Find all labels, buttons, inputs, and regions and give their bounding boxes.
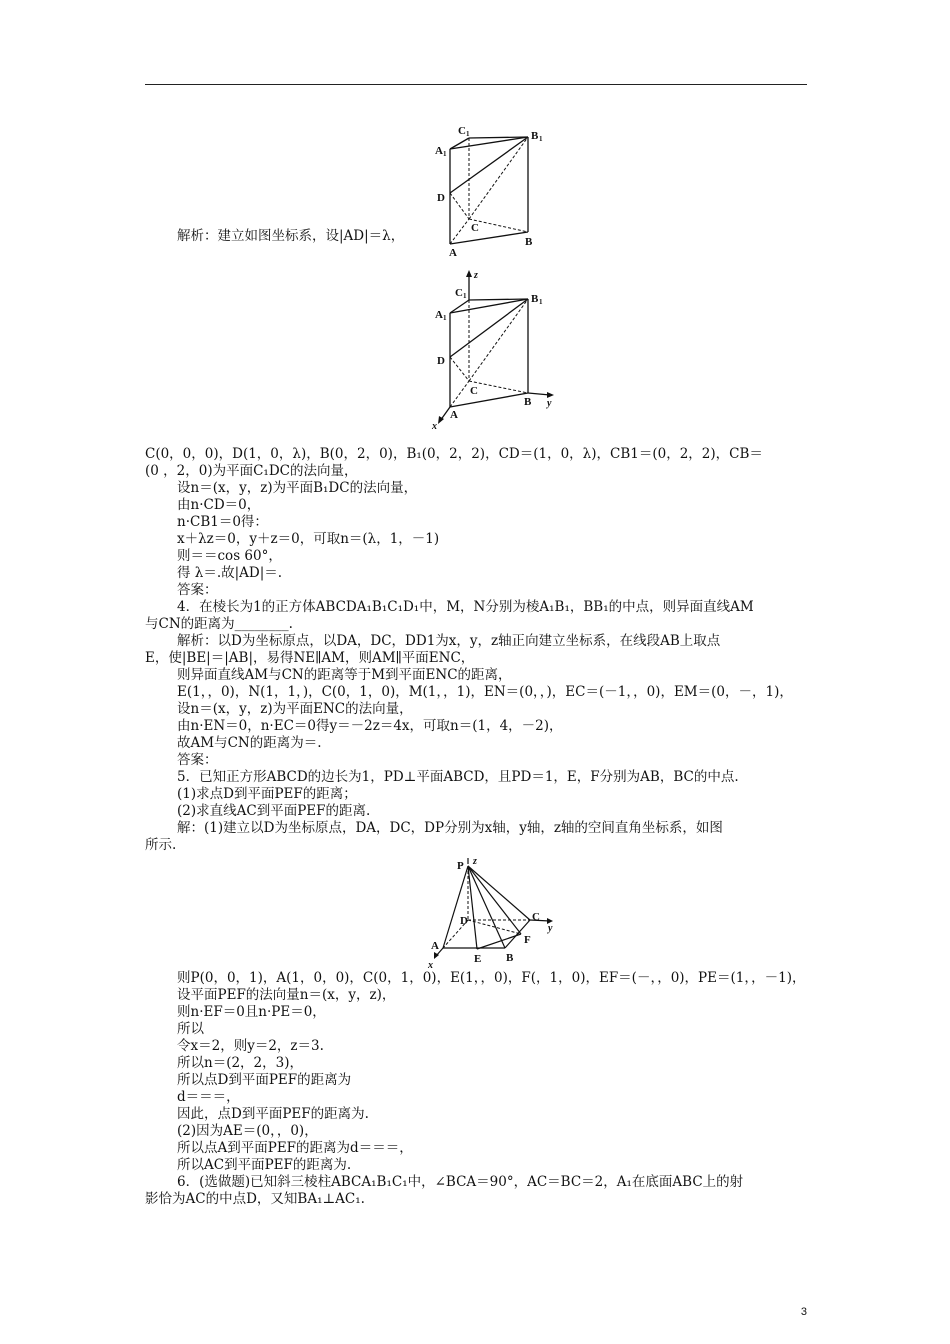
svg-text:1: 1 — [466, 130, 470, 138]
text-line: 解：(1)建立以D为坐标原点，DA，DC，DP分别为x轴，y轴，z轴的空间直角坐标系，如图 — [177, 820, 723, 836]
text-line: 5．已知正方形ABCD的边长为1，PD⊥平面ABCD，且PD＝1，E，F分别为AB，BC的中点. — [177, 769, 739, 785]
text-line: 故AM与CN的距离为＝. — [177, 735, 322, 751]
label-A: A — [449, 247, 457, 259]
label-C: C — [532, 911, 540, 923]
label-D: D — [437, 192, 445, 204]
text-line: C(0，0，0)，D(1，0，λ)，B(0，2，0)，B₁(0，2，2)，CD＝(1，0，λ)，CB1＝(0，2，2)，CB＝ — [145, 446, 763, 462]
text-line: 答案： — [177, 582, 218, 598]
label-B1: B — [531, 130, 539, 142]
label-C: C — [470, 385, 478, 397]
text-line: (2)因为AE＝(0，，0)， — [177, 1123, 318, 1139]
label-B: B — [506, 952, 514, 964]
label-B1: B — [531, 293, 539, 305]
text-line: 令x＝2，则y＝2，z＝3. — [177, 1038, 324, 1054]
text-line: 答案： — [177, 752, 218, 768]
text-line: 设n＝(x，y，z)为平面ENC的法向量， — [177, 701, 413, 717]
text-line: E，使|BE|＝|AB|，易得NE∥AM，则AM∥平面ENC， — [145, 650, 475, 666]
label-C: C — [471, 222, 479, 234]
text-line: 所以AC到平面PEF的距离为. — [177, 1157, 352, 1173]
text-line: (1)求点D到平面PEF的距离； — [177, 786, 357, 802]
label-F: F — [524, 934, 531, 946]
svg-text:1: 1 — [443, 314, 447, 322]
text-line: 解析：以D为坐标原点，以DA，DC，DD1为x，y，z轴正向建立坐标系，在线段AB上取点 — [177, 633, 721, 649]
text-line: 所以点A到平面PEF的距离为d＝＝＝， — [177, 1140, 413, 1156]
label-A1: A — [435, 145, 443, 157]
text-line: 由n·EN＝0，n·EC＝0得y＝－2z＝4x，可取n＝(1，4，－2)， — [177, 718, 563, 734]
label-A: A — [431, 940, 439, 952]
text-line: (0 ，2，0)为平面C₁DC的法向量， — [145, 463, 358, 479]
svg-text:1: 1 — [539, 298, 543, 306]
label-C1: C — [455, 287, 463, 299]
text-line: 则异面直线AM与CN的距离等于M到平面ENC的距离， — [177, 667, 512, 683]
label-D: D — [460, 915, 468, 927]
label-B: B — [525, 236, 533, 248]
axis-x: x — [432, 421, 437, 432]
label-D: D — [437, 355, 445, 367]
text-line: 解析：建立如图坐标系，设|AD|＝λ， — [177, 228, 405, 244]
label-A: A — [450, 409, 458, 421]
text-line: 6．(选做题)已知斜三棱柱ABCA₁B₁C₁中，∠BCA＝90°，AC＝BC＝2，A₁在底面ABC上的射 — [177, 1174, 744, 1190]
text-line: x＋λz＝0，y＋z＝0，可取n＝(λ，1，－1) — [177, 531, 440, 547]
axis-x: x — [428, 960, 433, 970]
figure-prism-2 — [430, 268, 565, 432]
svg-text:1: 1 — [463, 292, 467, 300]
header-rule — [145, 84, 807, 85]
text-line: 设n＝(x，y，z)为平面B₁DC的法向量， — [177, 480, 418, 496]
text-line: d＝＝＝， — [177, 1089, 240, 1105]
text-line: 由n·CD＝0， — [177, 497, 261, 513]
label-B: B — [524, 396, 532, 408]
text-line: (2)求直线AC到平面PEF的距离. — [177, 803, 371, 819]
axis-y: y — [548, 923, 553, 934]
axis-z: z — [474, 270, 478, 281]
text-line: 所以点D到平面PEF的距离为 — [177, 1072, 352, 1088]
text-line: 所以n＝(2，2，3)， — [177, 1055, 303, 1071]
axis-y: y — [547, 398, 552, 409]
text-line: 得 λ＝.故|AD|＝. — [177, 565, 283, 581]
svg-text:1: 1 — [443, 150, 447, 158]
axis-z: z — [473, 858, 477, 867]
label-P: P — [457, 860, 464, 872]
text-line: E(1，，0)，N(1，1，)，C(0，1，0)，M(1，，1)，EN＝(0，，)，EC＝(－1，，0)，EM＝(0，－，1)， — [177, 684, 793, 700]
text-line: 则＝＝cos 60°， — [177, 548, 282, 564]
text-line: 所示. — [145, 837, 177, 853]
text-line: 则P(0，0，1)，A(1，0，0)，C(0，1，0)，E(1，，0)，F(，1，0)，EF＝(－，，0)，PE＝(1，，－1)， — [177, 970, 806, 986]
text-line: 所以 — [177, 1021, 204, 1037]
svg-text:1: 1 — [539, 135, 543, 143]
label-C1: C — [458, 125, 466, 137]
page-number: 3 — [800, 1306, 807, 1318]
text-line: 设平面PEF的法向量n＝(x，y，z)， — [177, 987, 396, 1003]
label-A1: A — [435, 309, 443, 321]
text-line: 与CN的距离为________. — [145, 616, 293, 632]
label-E: E — [474, 953, 482, 965]
figure-pyramid — [420, 858, 570, 970]
text-line: 4．在棱长为1的正方体ABCDA₁B₁C₁D₁中，M，N分别为棱A₁B₁，BB₁的中点，则异面直线AM — [177, 599, 754, 615]
text-line: 则n·EF＝0且n·PE＝0， — [177, 1004, 326, 1020]
text-line: n·CB1＝0得： — [177, 514, 268, 530]
text-line: 因此，点D到平面PEF的距离为. — [177, 1106, 369, 1122]
text-line: 影恰为AC的中点D，又知BA₁⊥AC₁. — [145, 1191, 365, 1207]
